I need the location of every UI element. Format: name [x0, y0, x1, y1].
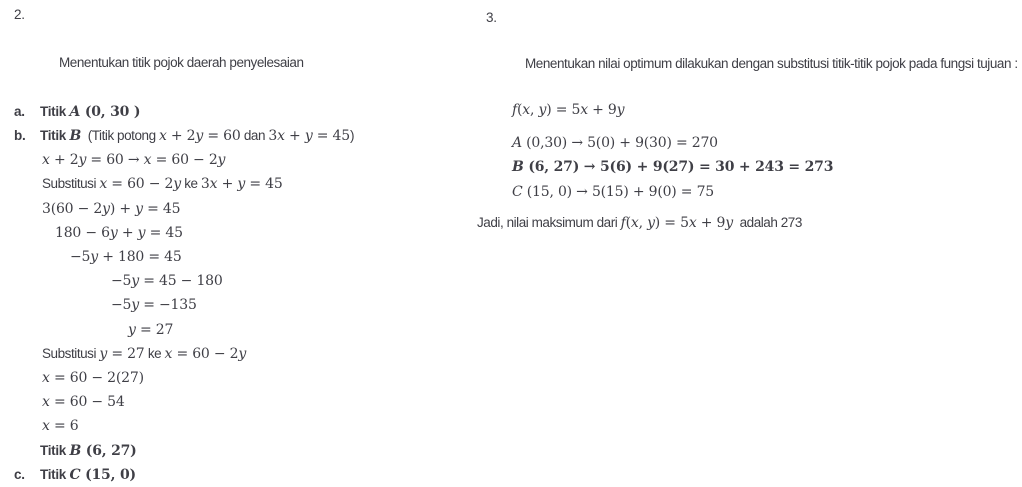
- math-segment: C (15, 0) → 5(15) + 9(0) = 75: [512, 183, 715, 200]
- solution-line: [486, 98, 1020, 123]
- text-segment: Substitusi: [42, 345, 100, 361]
- text-segment: ke: [180, 176, 201, 192]
- text-segment: adalah 273: [732, 215, 802, 230]
- math-segment: A (0,30) → 5(0) + 9(30) = 270: [512, 134, 718, 151]
- section-3-title: Menentukan nilai optimum dilakukan dengan substitusi titik-titik pojok pada fungsi tujuan :: [525, 56, 1018, 71]
- solution-line: [14, 342, 484, 366]
- math-segment: x = 60 − 2(27): [42, 370, 144, 387]
- solution-line: [14, 148, 484, 172]
- math-segment: 180 − 6y + y = 45: [55, 224, 183, 241]
- solution-line: [14, 221, 484, 245]
- section-3-body: [477, 98, 1020, 236]
- math-segment: B (6, 27): [69, 442, 137, 459]
- solution-line: [14, 172, 484, 196]
- solution-line: [14, 100, 484, 124]
- math-segment: y = 27: [99, 345, 145, 362]
- math-segment: 3(60 − 2y) + y = 45: [42, 200, 181, 217]
- math-segment: B: [69, 128, 82, 145]
- section-2-heading: [14, 3, 484, 100]
- text-segment: Substitusi: [42, 176, 100, 192]
- section-2-body: [14, 100, 484, 487]
- solution-line: [486, 180, 1020, 205]
- section-2-corner-points: [14, 3, 484, 487]
- solution-line: [14, 366, 484, 390]
- solution-line: [486, 131, 1020, 156]
- math-segment: x + 2y = 60 → x = 60 − 2y: [42, 152, 226, 169]
- solution-line: [14, 463, 484, 487]
- math-segment: 3x + y = 45: [268, 128, 350, 145]
- math-segment: y = 27: [128, 321, 174, 338]
- list-item-label: c.: [14, 466, 25, 482]
- math-segment: f(x, y) = 5x + 9y: [512, 102, 625, 118]
- solution-line: [477, 211, 1020, 236]
- text-segment: dan: [240, 128, 269, 144]
- math-segment: −5y + 180 = 45: [70, 249, 182, 266]
- text-segment: Titik: [40, 128, 70, 144]
- list-item-label: a.: [14, 103, 25, 119]
- solution-line: [14, 414, 484, 438]
- math-segment: 3x + y = 45: [200, 176, 283, 193]
- math-segment: x = 6: [42, 418, 79, 435]
- solution-line: [14, 293, 484, 317]
- text-segment: Titik: [40, 103, 70, 119]
- math-segment: B (6, 27) → 5(6) + 9(27) = 30 + 243 = 273: [512, 159, 834, 175]
- section-2-title: Menentukan titik pojok daerah penyelesaian: [59, 55, 304, 71]
- math-segment: A (0, 30 ): [69, 103, 141, 120]
- text-segment: Titik: [40, 442, 70, 458]
- math-segment: −5y = −135: [111, 297, 197, 314]
- text-segment: ke: [144, 345, 165, 361]
- text-segment: (Titik potong: [81, 128, 159, 144]
- solution-line: [14, 124, 484, 148]
- list-item-label: b.: [14, 128, 26, 144]
- text-segment: ): [349, 128, 355, 144]
- text-segment: Jadi, nilai maksimum dari: [477, 215, 621, 230]
- section-3-optimum-value: [477, 6, 1020, 236]
- math-segment: x = 60 − 2y: [99, 176, 181, 193]
- math-segment: x = 60 − 54: [42, 394, 125, 411]
- solution-line: [14, 439, 484, 463]
- solution-line: [14, 269, 484, 293]
- solution-line: [14, 318, 484, 342]
- section-2-number: 2.: [14, 7, 25, 22]
- solution-line: [14, 245, 484, 269]
- solution-line: [14, 197, 484, 221]
- math-segment: C (15, 0): [69, 466, 136, 483]
- section-3-heading: [486, 6, 1020, 98]
- math-segment: f(x, y) = 5x + 9y: [620, 215, 733, 231]
- math-segment: x + 2y = 60: [158, 128, 241, 145]
- solution-line: [14, 390, 484, 414]
- text-segment: Titik: [40, 466, 70, 482]
- section-3-number: 3.: [486, 10, 497, 25]
- math-segment: x = 60 − 2y: [164, 345, 247, 362]
- math-segment: −5y = 45 − 180: [111, 273, 223, 290]
- solution-line: [486, 155, 1020, 180]
